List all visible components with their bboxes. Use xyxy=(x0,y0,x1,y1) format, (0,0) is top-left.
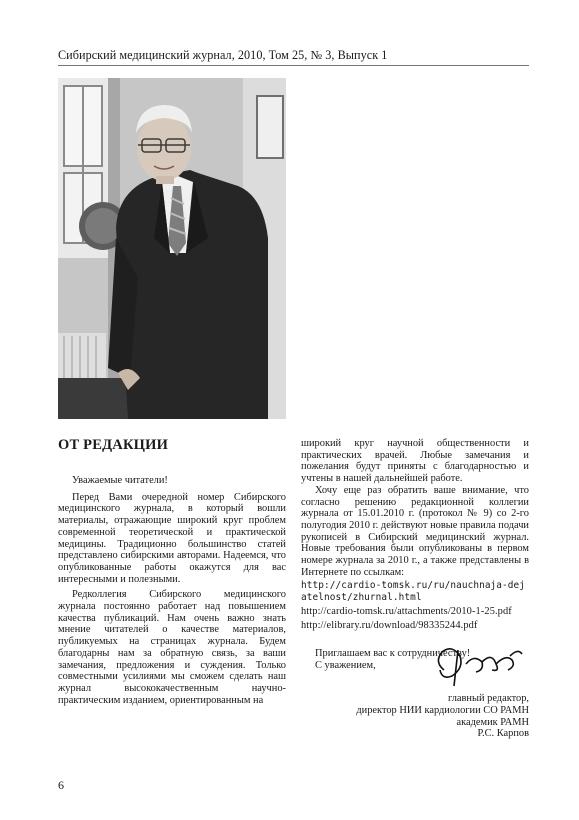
signer-title-2: директор НИИ кардиологии СО РАМН xyxy=(356,704,529,716)
header-divider xyxy=(58,65,529,66)
signer-name: Р.С. Карпов xyxy=(477,728,529,740)
link-attachment[interactable]: http://cardio-tomsk.ru/attachments/2010-1-25.pdf xyxy=(301,605,512,617)
greeting: Уважаемые читатели! xyxy=(72,475,168,486)
text-column-left xyxy=(58,468,286,706)
link-zhurnal[interactable]: http://cardio-tomsk.ru/ru/nauchnaja-dejatelnost/zhurnal.html xyxy=(301,580,526,604)
signature-block xyxy=(356,693,529,740)
portrait-illustration xyxy=(58,78,286,419)
paragraph-editorial-board: Редколлегия Сибирского медицинского журнала постоянно работает над повышением качества публикаций. Нам очень важно знать мнение читателей о качестве материалов, публикуемых на страницах журнала. Будем благодарны нам за обратную связь, за ваши замечания, предложения и суждения. Только совместными усилиями мы сможем сделать наш журнал высококачественным научно-практическим изданием, ориентированным на xyxy=(58,589,286,706)
handwritten-signature xyxy=(430,640,525,690)
portrait-photo xyxy=(58,78,286,419)
paragraph-editorial-board-continued: широкий круг научной общественности и практических врачей. Любые замечания и пожелания будут приняты с благодарностью и учтены в нашей дальнейшей работе. xyxy=(301,438,529,485)
regards: С уважением, xyxy=(315,659,376,671)
running-header: Сибирский медицинский журнал, 2010, Том 25, № 3, Выпуск 1 xyxy=(58,48,388,62)
paragraph-new-rules: Хочу еще раз обратить ваше внимание, что согласно решению редакционной коллегии журнала от 15.01.2010 г. (протокол № 9) со 2-го полугодия 2010 г. действуют новые правила подачи рукописей в Сибирский медицинский журнал. Новые требования были опубликованы в первом номере журнала за 2010 г., а также представлены в Интернете по ссылкам: xyxy=(301,484,529,578)
link-elibrary[interactable]: http://elibrary.ru/download/98335244.pdf xyxy=(301,619,478,631)
signer-title-1: главный редактор, xyxy=(447,693,529,704)
paragraph-intro: Перед Вами очередной номер Сибирского медицинского журнала, в который вошли материалы, отражающие широкий круг проблем современной теоретической и практической медицины. Традиционно большинство статей представлено сибирскими авторами. Надеемся, что опубликованные работы окажутся для вас интересными и полезными. xyxy=(58,491,286,585)
article-heading: ОТ РЕДАКЦИИ xyxy=(58,437,169,453)
signer-title-3: академик РАМН xyxy=(456,716,529,728)
invitation: Приглашаем вас к сотрудничеству! xyxy=(315,648,471,660)
text-column-right xyxy=(301,438,529,672)
page-number: 6 xyxy=(58,778,64,792)
